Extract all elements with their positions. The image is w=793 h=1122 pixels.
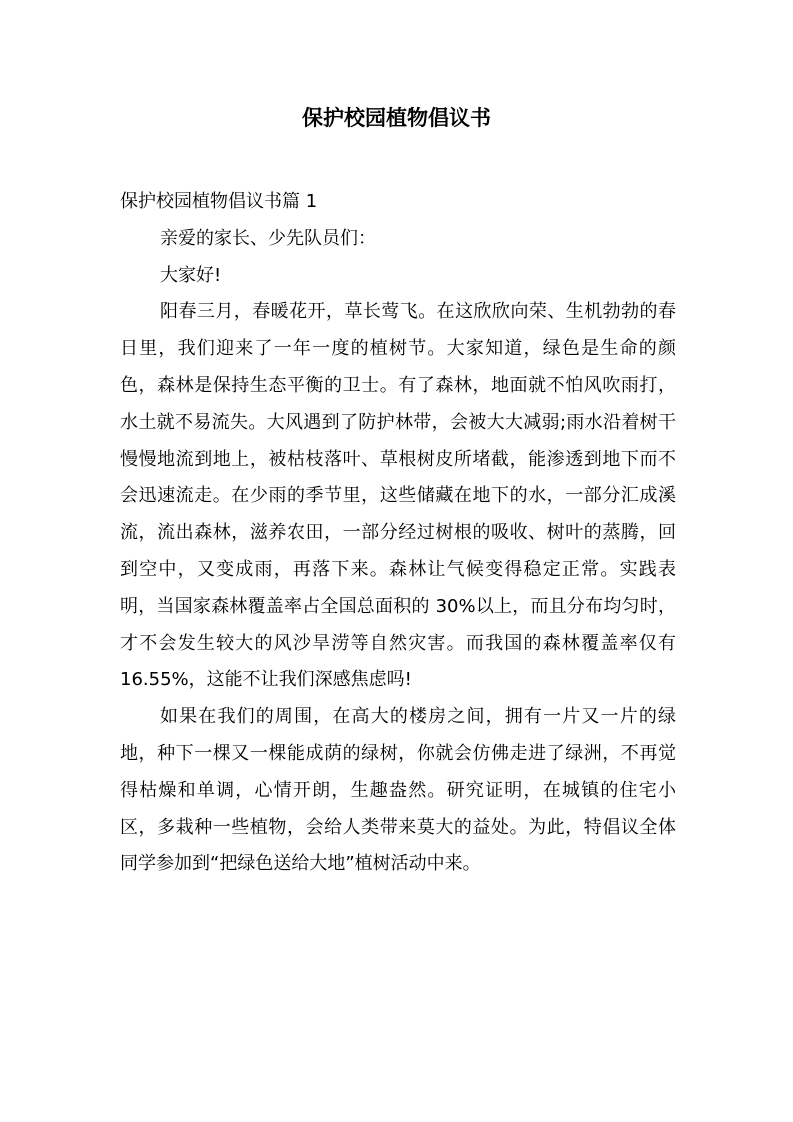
greeting: 亲爱的家长、少先队员们： bbox=[160, 227, 376, 249]
salutation: 大家好! bbox=[160, 264, 222, 286]
section-heading: 保护校园植物倡议书篇 1 bbox=[120, 191, 318, 212]
body-paragraph: 阳春三月，春暖花开，草长莺飞。在这欣欣向荣、生机勃勃的春日里，我们迎来了一年一度的植树节。大家知道，绿色是生命的颜色，森林是保持生态平衡的卫士。有了森林，地面就不怕风吹雨打，水土就不易流失。大风遇到了防护林带，会被大大减弱;雨水沿着树干慢慢地流到地上，被枯枝落叶、草根树皮所堵截，能渗透到地下而不会迅速流走。在少雨的季节里，这些储藏在地下的水，一部分汇成溪流，流出森林，滋养农田，一部分经过树根的吸收、树叶的蒸腾，回到空中，又变成雨，再落下来。森林让气候变得稳定正常。实践表明，当国家森林覆盖率占全国总面积的 30%以上，而且分布均匀时，才不会发生较大的风沙旱涝等自然灾害。而我国的森林覆盖率仅有 16.55%，这能不让我们深感焦虑吗! bbox=[120, 301, 676, 691]
body-paragraph: 如果在我们的周围，在高大的楼房之间，拥有一片又一片的绿地，种下一棵又一棵能成荫的绿树，你就会仿佛走进了绿洲，不再觉得枯燥和单调，心情开朗，生趣盎然。研究证明，在城镇的住宅小区，多栽种一些植物，会给人类带来莫大的益处。为此，特倡议全体同学参加到“把绿色送给大地”植树活动中来。 bbox=[120, 706, 676, 875]
document-body bbox=[120, 184, 676, 883]
document-title: 保护校园植物倡议书 bbox=[302, 106, 491, 130]
